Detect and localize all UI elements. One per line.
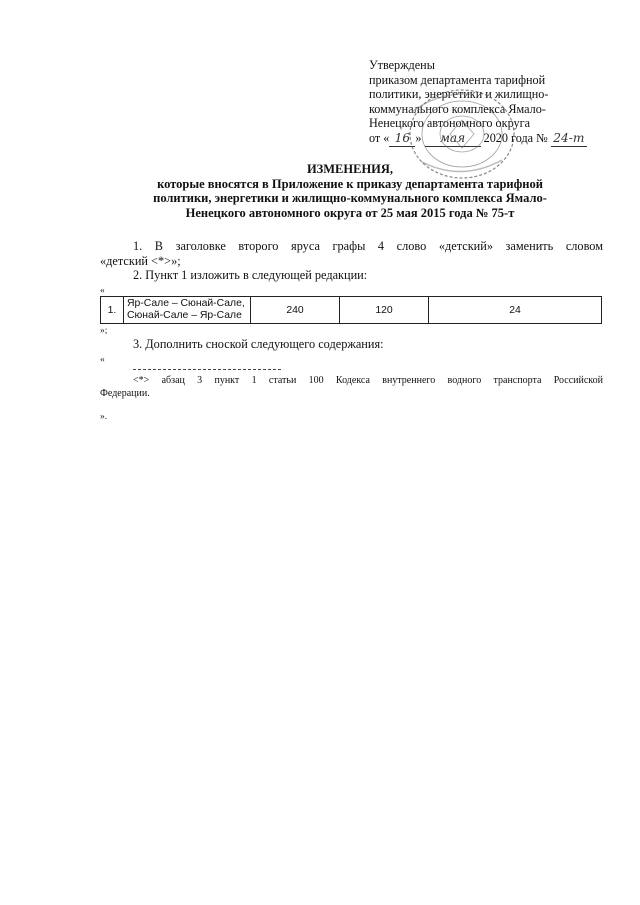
row-number: 1. [101,297,124,324]
footnote [100,374,603,400]
route-line: Сюнай-Сале – Яр-Сале [127,310,242,321]
document-title [100,162,600,220]
value-cell: 240 [251,297,340,324]
approval-line: политики, энергетики и жилищно- [369,87,549,102]
item-3-text: 3. Дополнить сноской следующего содержания: [133,337,384,351]
open-quote: « [100,286,105,296]
close-quote: ». [100,412,108,422]
approval-line: приказом департамента тарифной [369,72,546,87]
date-year: 2020 года № [483,130,548,145]
date-day: 16 [389,131,415,147]
approval-line: коммунального комплекса Ямало- [369,101,546,116]
title-heading: ИЗМЕНЕНИЯ, [306,162,394,176]
item-2-text: 2. Пункт 1 изложить в следующей редакции: [133,268,368,282]
value-cell: 120 [340,297,429,324]
table-row [101,297,602,324]
open-quote: « [100,355,105,365]
order-number: 24-т [551,131,587,147]
title-line: политики, энергетики и жилищно-коммунального комплекса Ямало- [153,191,547,206]
item-1-text: 1. В заголовке второго яруса графы 4 слово «детский» заменить словом [133,239,603,253]
route-cell [124,297,251,324]
date-month: мая [425,131,481,147]
footnote-divider [133,369,281,370]
value-cell: 24 [429,297,602,324]
date-prefix: от « [369,130,390,145]
footnote-text: <*> абзац 3 пункт 1 статьи 100 Кодекса внутреннего водного транспорта Российской [133,375,603,386]
approval-line: Утверждены [369,58,435,72]
approval-line: Ненецкого автономного округа [369,116,531,131]
date-separator: » [415,130,422,145]
close-quote: »; [100,326,108,336]
route-table [100,296,602,324]
route-line: Яр-Сале – Сюнай-Сале, [127,298,245,309]
item-1 [100,239,603,268]
title-line: которые вносятся в Приложение к приказу департамента тарифной [157,176,543,191]
title-line: Ненецкого автономного округа от 25 мая 2015 года № 75-т [185,205,515,220]
footnote-continuation: Федерации. [100,388,150,399]
item-1-continuation: «детский <*>»; [100,253,181,268]
